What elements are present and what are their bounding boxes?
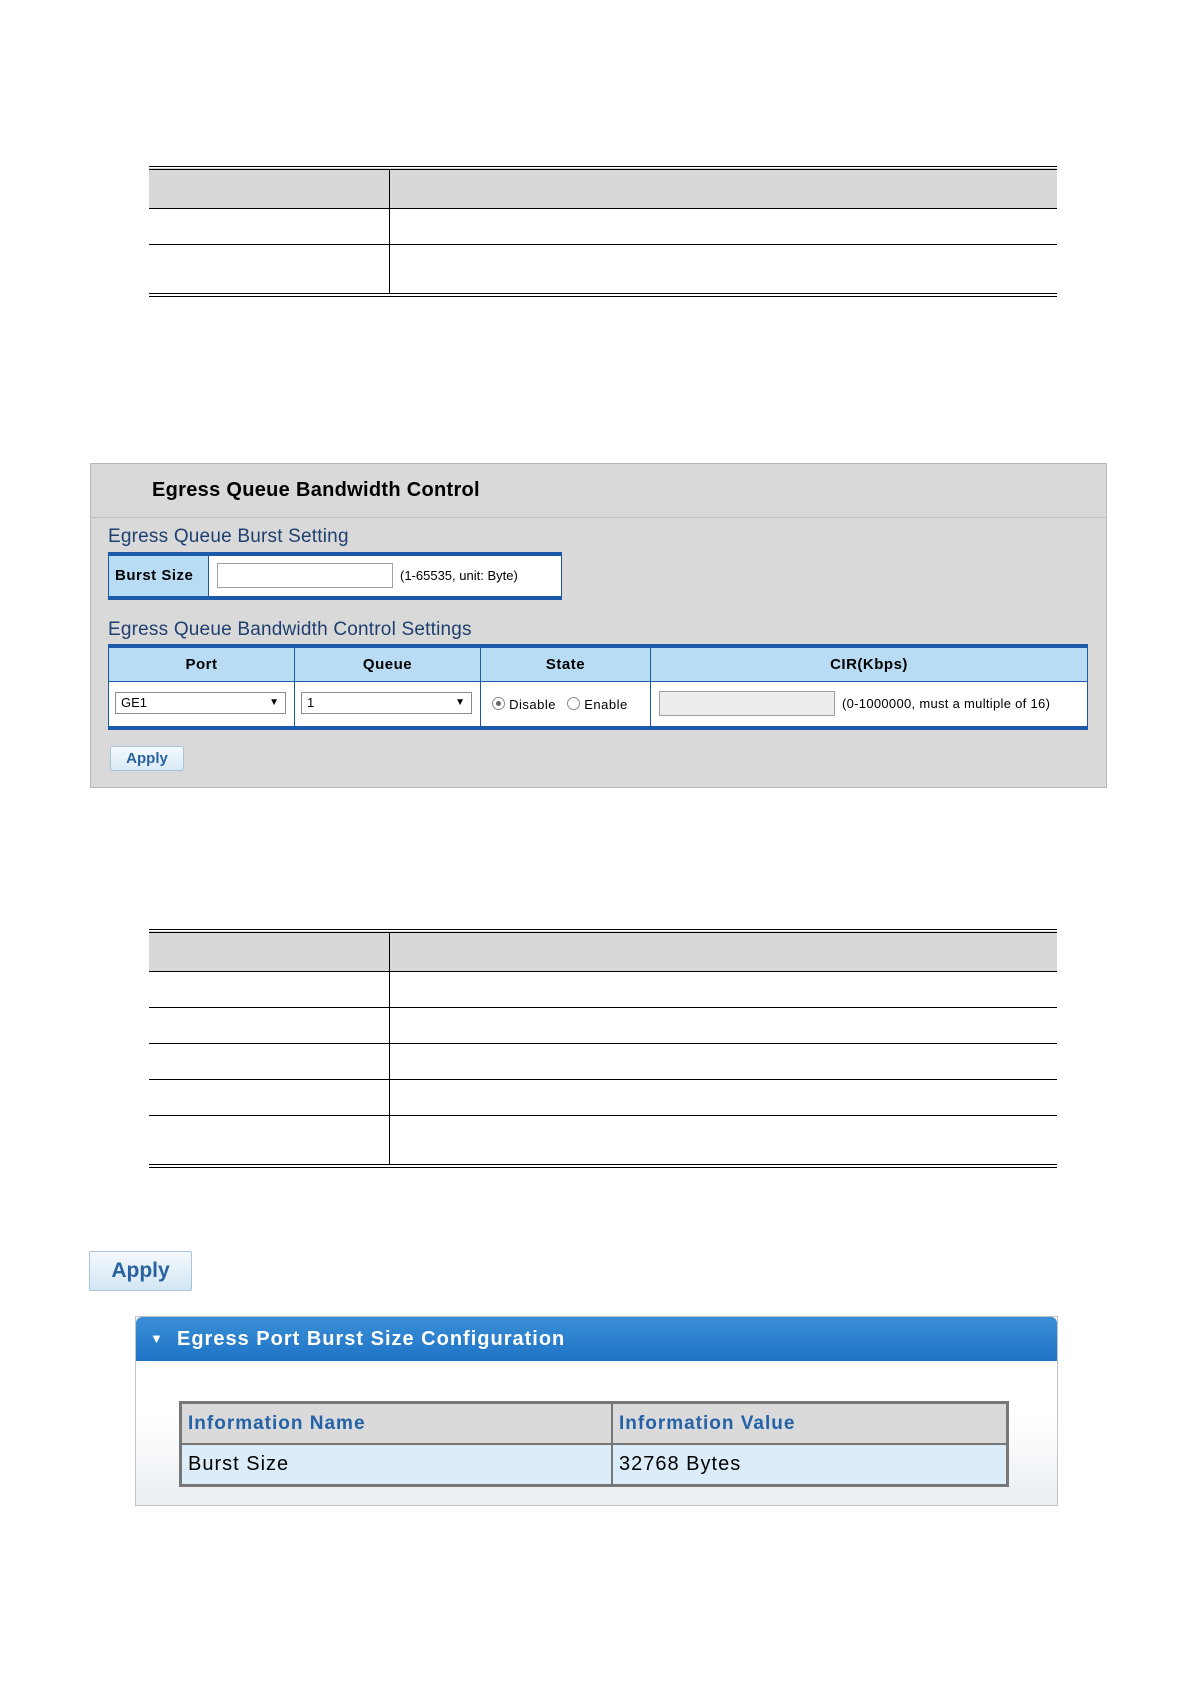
burst-size-hint: (1-65535, unit: Byte) [400,568,518,583]
column-header-queue: Queue [295,646,481,682]
apply-button-large[interactable]: Apply [89,1251,192,1291]
bandwidth-section-title: Egress Queue Bandwidth Control Settings [108,619,472,640]
egress-port-burst-size-panel [135,1316,1058,1506]
port-select[interactable] [115,692,286,714]
info-table [179,1401,1009,1487]
column-header-info-name: Information Name [181,1403,613,1445]
state-enable-radio[interactable] [567,697,580,710]
burst-section-title: Egress Queue Burst Setting [108,526,349,547]
state-disable-radio[interactable] [492,697,505,710]
column-header-state: State [481,646,651,682]
doc-table-top [149,166,1057,297]
state-disable-label: Disable [509,696,556,712]
burst-size-input[interactable] [217,563,393,588]
info-value-cell: 32768 Bytes [612,1444,1008,1486]
cir-input[interactable] [659,691,835,716]
column-header-cir: CIR(Kbps) [651,646,1088,682]
collapse-triangle-icon[interactable]: ▼ [150,1331,163,1346]
dropdown-arrow-icon: ▼ [455,697,465,708]
panel-title: Egress Queue Bandwidth Control [152,479,480,501]
queue-select[interactable] [301,692,472,714]
queue-select-value: 1 [307,695,315,710]
burst-setting-box [108,552,562,600]
doc-table-middle [149,929,1057,1168]
divider [91,517,1106,518]
bandwidth-settings-table [108,644,1088,730]
burst-size-label: Burst Size [109,556,209,596]
port-select-value: GE1 [121,695,148,710]
column-header-port: Port [109,646,295,682]
panel-header-title: Egress Port Burst Size Configuration [177,1328,566,1350]
cir-hint: (0-1000000, must a multiple of 16) [842,696,1051,711]
dropdown-arrow-icon: ▼ [269,697,279,708]
apply-button[interactable]: Apply [110,746,184,771]
info-name-cell: Burst Size [181,1444,613,1486]
column-header-info-value: Information Value [612,1403,1008,1445]
panel-body [136,1361,1057,1505]
panel-header[interactable] [136,1317,1057,1361]
state-enable-label: Enable [584,696,628,712]
egress-queue-bandwidth-panel [90,463,1107,788]
table-row [181,1444,1008,1486]
